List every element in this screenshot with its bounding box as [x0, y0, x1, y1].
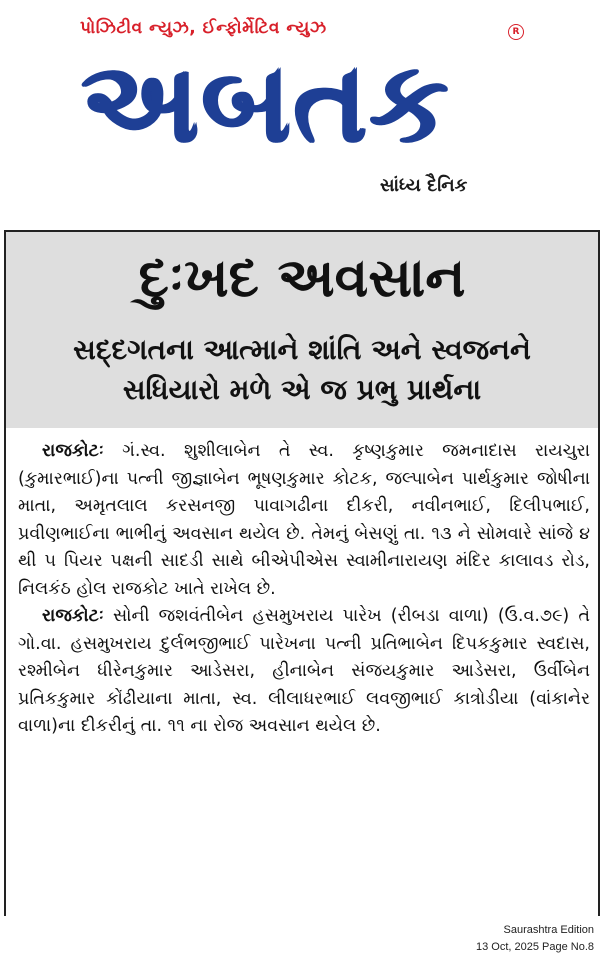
newspaper-logo: અબતક: [80, 38, 450, 168]
notice-subtitle-line2: સધિયારો મળે એ જ પ્રભુ પ્રાર્થના: [122, 373, 482, 406]
notice-title: દુઃખદ અવસાન: [138, 246, 466, 309]
entry-location: રાજકોટઃ: [42, 441, 104, 461]
masthead-tagline: પોઝિટીવ ન્યુઝ, ઈન્ફોર્મેટિવ ન્યુઝ: [80, 18, 327, 38]
footer-edition: Saurashtra Edition: [503, 924, 594, 936]
notice-subtitle-line1: સદ્દગતના આત્માને શાંતિ અને સ્વજનને: [73, 333, 531, 366]
obituary-entry: [18, 603, 590, 741]
obituary-entry: [18, 438, 590, 603]
registered-mark-icon: R: [508, 24, 524, 40]
notice-body: [18, 438, 590, 741]
entry-location: રાજકોટઃ: [42, 606, 104, 626]
obituary-notice: [4, 230, 600, 916]
edition-label: સાંધ્ય દૈનિક: [380, 175, 468, 196]
masthead: [0, 0, 604, 230]
entry-text: ગં.સ્વ. શુશીલાબેન તે સ્વ. કૃષ્ણકુમાર જમનાદાસ રાયચુરા (કુમારભાઈ)ના પત્ની જીજ્ઞાબેન ભૂષણકુમાર કોટક, જલ્પાબેન પાર્થકુમાર જોષીના માતા, અમૃતલાલ કરસનજી પાવાગઢીના દીકરી, નવીનભાઈ, દિલીપભાઈ, પ્રવીણભાઈના ભાભીનું અવસાન થયેલ છે. તેમનું બેસણું તા. ૧૩ ને સોમવારે સાંજે ૪ થી ૫ પિયર પક્ષની સાદડી સાથે બીએપીએસ સ્વામીનારાયણ મંદિર કાલાવડ રોડ, નિલકંઠ હોલ રાજકોટ ખાતે રાખેલ છે.: [18, 441, 590, 599]
notice-header: [6, 232, 598, 428]
footer-date-page: 13 Oct, 2025 Page No.8: [475, 941, 594, 953]
notice-subtitle: [6, 330, 598, 410]
entry-text: સોની જશવંતીબેન હસમુખરાય પારેખ (રીબડા વાળા) (ઉ.વ.૭૯) તે ગો.વા. હસમુખરાય દુર્લભજીભાઈ પારેખના પત્ની પ્રતિભાબેન દિપકકુમાર સ્વદાસ, રશ્મીબેન ધીરેનકુમાર આડેસરા, હીનાબેન સંજયકુમાર આડેસરા, ઉર્વીબેન પ્રતિકકુમાર કોંઢીયાના માતા, સ્વ. લીલાધરભાઈ લવજીભાઈ કાત્રોડીયા (વાંકાનેર વાળા)ના દીકરીનું તા. ૧૧ ના રોજ અવસાન થયેલ છે.: [18, 606, 590, 736]
page-footer: [476, 922, 594, 956]
